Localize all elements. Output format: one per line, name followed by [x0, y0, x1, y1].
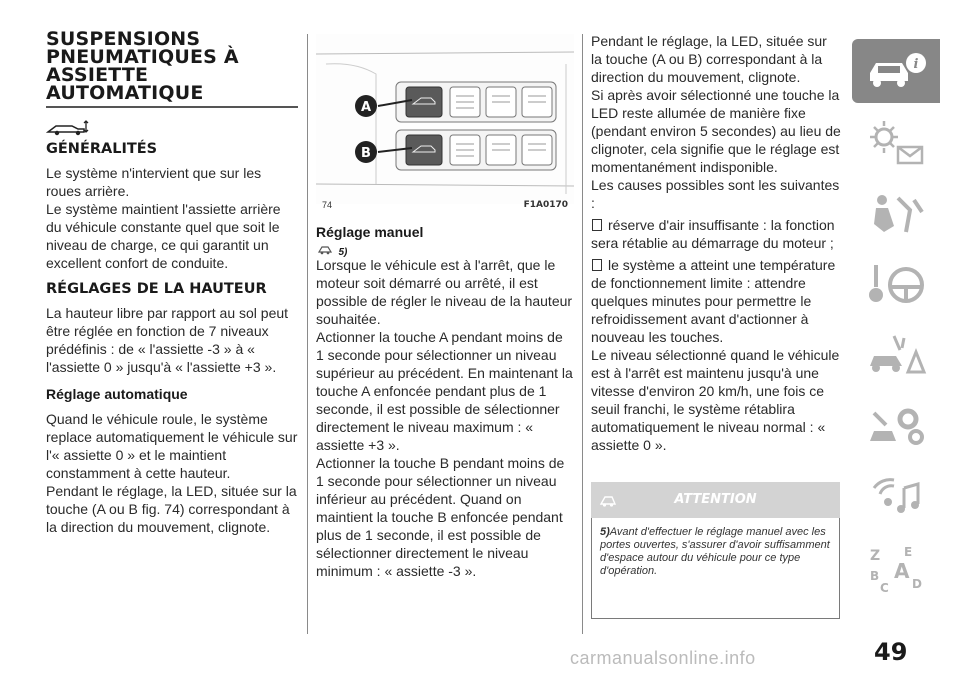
multimedia-icon — [864, 472, 928, 522]
warning-text-body: Avant d'effectuer le réglage manuel avec les portes ouvertes, s'assurer d'avoir suffisamment d'espace autour du véhicule pour ce type d'opération. — [600, 526, 830, 577]
section-heading-reglages: RÉGLAGES DE LA HAUTEUR — [46, 281, 267, 297]
figure-code: F1A0170 — [523, 200, 568, 210]
tab-multimedia[interactable] — [852, 465, 940, 529]
paragraph: Quand le véhicule roule, le système replace automatiquement le véhicule sur l'« assiette 0 » et le maintient constamment à cette hauteur. — [46, 411, 298, 481]
car-info-icon — [864, 49, 928, 93]
section-heading-generalites: GÉNÉRALITÉS — [46, 141, 158, 157]
title-line: SUSPENSIONS — [46, 28, 201, 50]
title-line: ASSIETTE — [46, 64, 149, 86]
note-reference-row — [316, 242, 574, 256]
bullet-item — [591, 216, 841, 252]
key-steering-wheel-icon — [864, 259, 928, 309]
suspension-pictogram-icon — [46, 118, 298, 136]
title-line: PNEUMATIQUES À — [46, 46, 239, 68]
car-warning-icon — [599, 491, 617, 509]
paragraph: La hauteur libre par rapport au sol peut être réglée en fonction de 7 niveaux prédéfinis : de « l'assiette -3 » à « l'assiette 0 » jusqu'à « l'assiette +3 ». — [46, 305, 289, 375]
svg-text:i: i — [913, 57, 919, 72]
warning-text — [600, 526, 831, 578]
page-title — [46, 30, 298, 108]
figure-label-a: A — [360, 100, 372, 115]
paragraph: Les causes possibles sont les suivantes : — [591, 177, 840, 211]
right-column — [591, 32, 841, 454]
alphabet-index-icon — [864, 540, 928, 596]
svg-text:A: A — [894, 559, 910, 583]
paragraph: Le système maintient l'assiette arrière du véhicule constante quel que soit le niveau de charge, ce qui garantit un excellent confort de conduite. — [46, 201, 281, 271]
left-column — [46, 0, 298, 536]
tab-safety[interactable] — [852, 181, 940, 245]
chapter-tabs — [852, 39, 940, 607]
paragraph: Si après avoir sélectionné une touche la LED reste allumée de manière fixe (pendant environ 5 secondes) au lieu de clignoter, cela signifie que le réglage est momentanément indisponible. — [591, 87, 841, 175]
middle-column — [316, 224, 574, 580]
page-number: 49 — [874, 638, 908, 666]
gears-car-icon — [864, 401, 928, 451]
svg-text:B: B — [870, 569, 880, 583]
svg-text:D: D — [912, 577, 922, 591]
tab-maintenance[interactable] — [852, 394, 940, 458]
bullet-text: réserve d'air insuffisante : la fonction sera rétablie au démarrage du moteur ; — [591, 217, 835, 251]
warning-box — [591, 482, 840, 619]
bullet-box-icon — [592, 219, 602, 231]
note-reference: 5) — [338, 247, 348, 258]
column-divider-right — [582, 34, 583, 634]
paragraph: Le niveau sélectionné quand le véhicule est à l'arrêt est maintenu jusqu'à une vitesse d'environ 20 km/h, une fois ce seuil franchi, le système rétablira automatiquement le niveau normal : « assiette 0 ». — [591, 347, 840, 453]
figure-label-b: B — [361, 146, 371, 161]
paragraph: Actionner la touche A pendant moins de 1 seconde pour sélectionner un niveau supérieur au précédent. En maintenant la touche A enfoncée pendant plus de 1 seconde, il est possible de sélectionner directement le niveau maximum : « assiette +3 ». — [316, 329, 573, 453]
tab-starting-driving[interactable] — [852, 252, 940, 316]
tab-dashboard-lights[interactable] — [852, 110, 940, 174]
watermark: carmanualsonline.info — [570, 648, 756, 668]
paragraph: Actionner la touche B pendant moins de 1 seconde pour sélectionner un niveau inférieur au précédent. Quand on maintient la touche B enfoncée pendant plus de 1 seconde, il est possible de sélectionner directement le niveau minimum : « assiette -3 ». — [316, 455, 565, 579]
column-divider-left — [307, 34, 308, 634]
paragraph: Lorsque le véhicule est à l'arrêt, que le moteur soit démarré ou arrêté, il est possible de régler le niveau de la hauteur souhaitée. — [316, 257, 573, 327]
paragraph: Pendant le réglage, la LED, située sur la touche (A ou B fig. 74) correspondant à la direction du mouvement, clignote. — [46, 483, 297, 535]
paragraph: Le système n'intervient que sur les roues arrière. — [46, 165, 262, 199]
paragraph: Pendant le réglage, la LED, située sur la touche (A ou B) correspondant à la direction du mouvement, clignote. — [591, 33, 827, 85]
tab-index[interactable] — [852, 536, 940, 600]
warning-ref: 5) — [600, 526, 610, 538]
bullet-text: le système a atteint une température de fonctionnement limite : attendre quelques minutes pour permettre le refroidissement avant d'actionner à nouveau les touches. — [591, 257, 836, 345]
figure-number: 74 — [322, 200, 333, 210]
warning-header — [591, 482, 840, 518]
tab-vehicle-info[interactable] — [852, 39, 940, 103]
tab-emergency[interactable] — [852, 323, 940, 387]
subheading-manual: Réglage manuel — [316, 224, 424, 240]
subheading-automatic: Réglage automatique — [46, 386, 188, 402]
airbag-seat-icon — [864, 188, 928, 238]
warning-body — [591, 518, 840, 619]
warning-title: ATTENTION — [674, 492, 757, 507]
car-warning-icon — [316, 242, 334, 256]
figure-74 — [316, 34, 574, 204]
bullet-box-icon — [592, 259, 602, 271]
svg-text:C: C — [880, 581, 889, 595]
car-breakdown-icon — [864, 330, 928, 380]
warning-light-icon — [864, 117, 928, 167]
svg-text:Z: Z — [870, 548, 881, 564]
bullet-item — [591, 256, 841, 346]
title-line: AUTOMATIQUE — [46, 82, 204, 104]
svg-text:E: E — [904, 545, 913, 559]
